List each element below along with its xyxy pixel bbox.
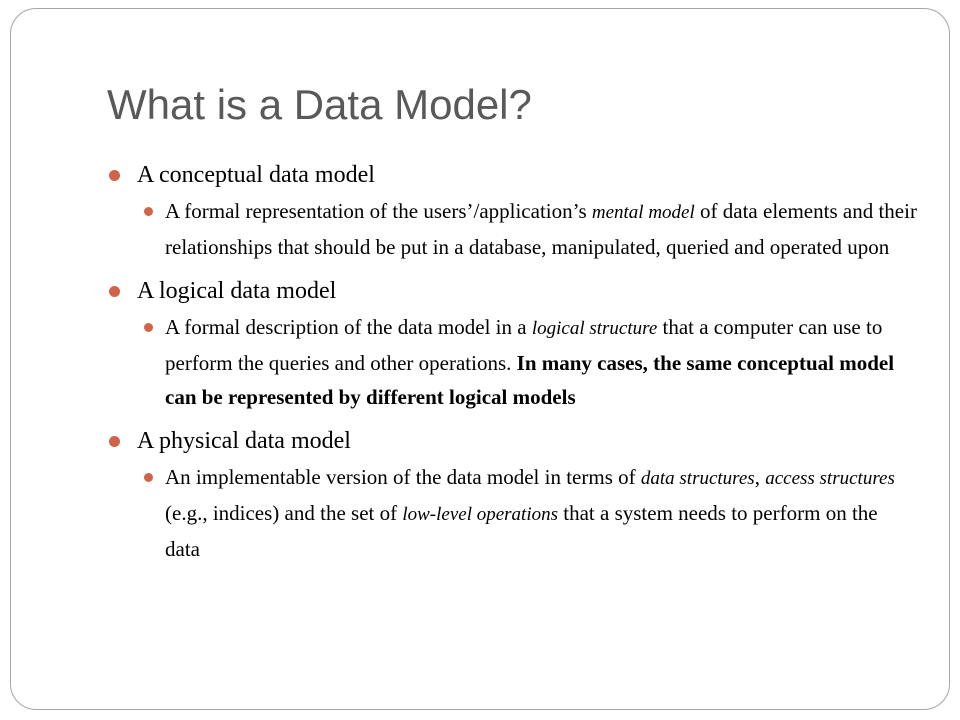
description-text: An implementable version of the data model in terms of (165, 465, 641, 489)
bullet-dot-icon (144, 473, 153, 482)
bullet-heading: A logical data model (137, 278, 337, 304)
bullet-dot-icon (109, 170, 120, 181)
description-text: that a system needs to perform on the data (165, 501, 878, 561)
description-text-italic: mental model (591, 202, 695, 223)
description-text: , (754, 465, 766, 489)
bullet-heading: A conceptual data model (137, 162, 375, 188)
sub-bullet-physical-description (107, 460, 917, 566)
description-text-italic: access structures (765, 468, 895, 489)
description-text-italic: data structures (640, 468, 755, 489)
description-text-italic: low-level operations (402, 504, 559, 525)
bullet-dot-icon (109, 436, 120, 447)
description-text: A formal representation of the users’/application’s (165, 199, 592, 223)
description-text-italic: logical structure (531, 318, 658, 339)
bullet-dot-icon (144, 207, 153, 216)
bullet-heading: A physical data model (137, 428, 351, 454)
bullet-dot-icon (144, 323, 153, 332)
sub-bullet-conceptual-description (107, 194, 917, 264)
description-text-bold: In many cases, the same conceptual model can be represented by different logical models (165, 351, 895, 409)
description-text: that a computer can use to perform the queries and other operations. (165, 315, 883, 375)
bullet-conceptual-data-model (107, 158, 917, 192)
bullet-logical-data-model (107, 274, 917, 308)
bullet-dot-icon (109, 286, 120, 297)
slide-title: What is a Data Model? (107, 81, 532, 128)
description-text: A formal description of the data model in a (165, 315, 532, 339)
bullet-physical-data-model (107, 424, 917, 458)
slide-content (107, 158, 917, 576)
description-text: (e.g., indices) and the set of (165, 501, 403, 525)
description-text: of data elements and their relationships that should be put in a database, manipulated, queried and operated upon (165, 199, 917, 259)
sub-bullet-logical-description (107, 310, 917, 414)
